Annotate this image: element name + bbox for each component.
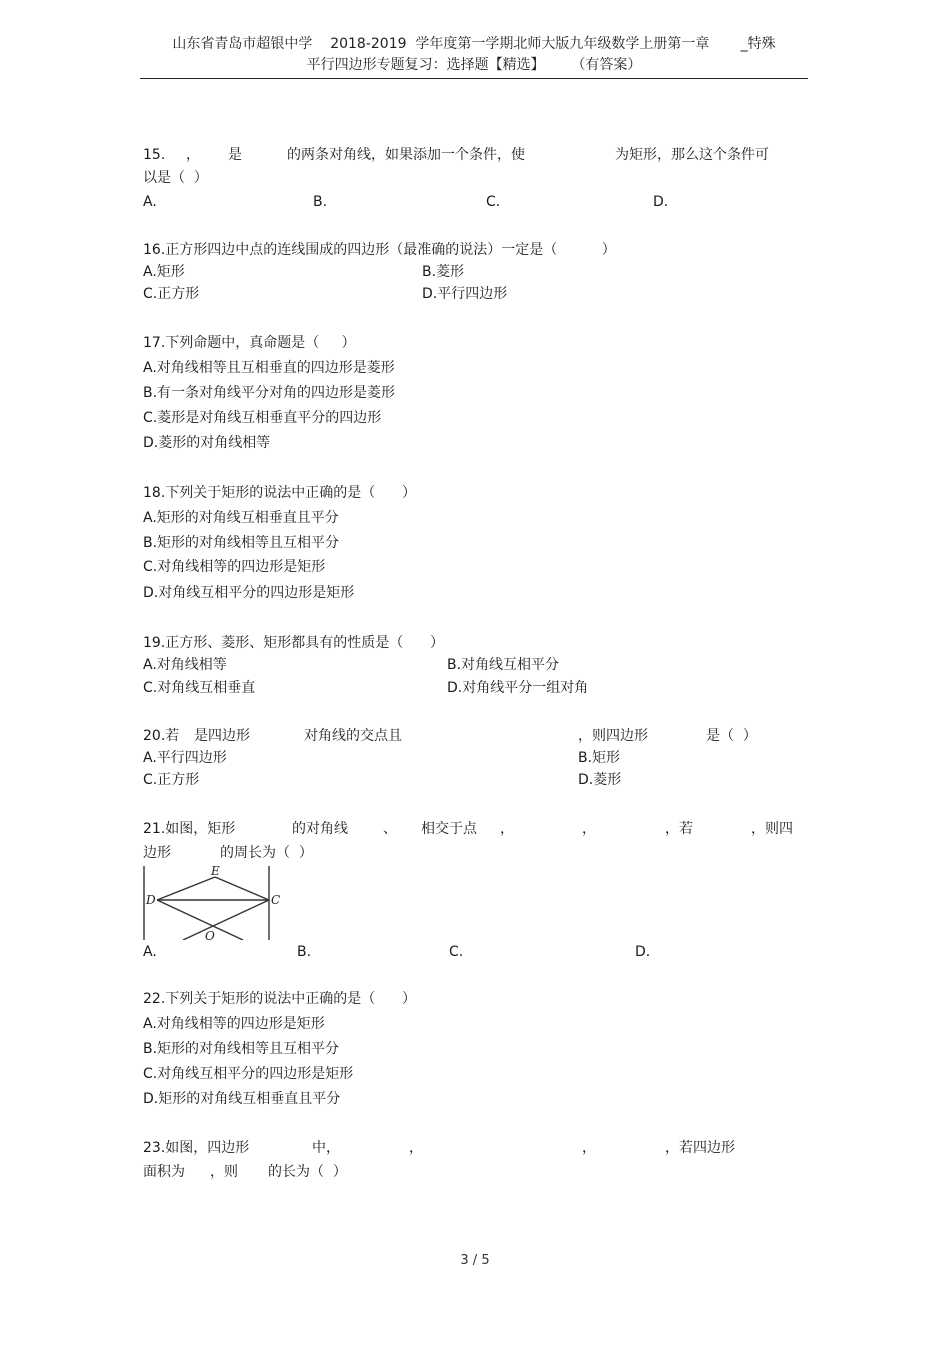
q17-option-c: C.菱形是对角线互相垂直平分的四边形	[143, 410, 382, 426]
q18-option-b: B.矩形的对角线相等且互相平分	[143, 535, 340, 551]
q20-option-d: D.菱形	[578, 772, 622, 788]
q20-option-c: C.正方形	[143, 772, 200, 788]
q16-option-d: D.平行四边形	[422, 286, 508, 302]
q23-fragment: 中，	[312, 1140, 340, 1156]
figure-label-d: D	[146, 893, 156, 907]
q22-option-d: D.矩形的对角线互相垂直且平分	[143, 1091, 341, 1107]
q21-rectangle-figure	[143, 866, 283, 940]
q21-fragment: 、	[383, 821, 397, 837]
q18-option-a: A.矩形的对角线互相垂直且平分	[143, 510, 339, 526]
q18-option-c: C.对角线相等的四边形是矩形	[143, 559, 326, 575]
q23-fragment: 的长为（ ）	[268, 1164, 347, 1180]
q21-option-d: D.	[635, 944, 651, 960]
q16-option-c: C.正方形	[143, 286, 200, 302]
q17-option-a: A.对角线相等且互相垂直的四边形是菱形	[143, 360, 395, 376]
figure-label-c: C	[271, 893, 281, 907]
document-header-line2: 平行四边形专题复习：选择题【精选】 （有答案）	[306, 57, 642, 73]
q16-stem: 16.正方形四边中点的连线围成的四边形（最准确的说法）一定是（ ）	[143, 242, 616, 258]
q19-stem: 19.正方形、菱形、矩形都具有的性质是（ ）	[143, 635, 444, 651]
q22-option-b: B.矩形的对角线相等且互相平分	[143, 1041, 340, 1057]
q23-fragment: ，若四边形	[665, 1140, 735, 1156]
q19-option-a: A.对角线相等	[143, 657, 227, 673]
q23-fragment: ，则	[210, 1164, 238, 1180]
q16-option-a: A.矩形	[143, 264, 185, 280]
q21-option-b: B.	[297, 944, 312, 960]
q20-fragment: 是（ ）	[706, 728, 757, 744]
q15-option-b: B.	[313, 194, 328, 210]
q21-fragment: 相交于点	[421, 821, 477, 837]
q22-stem: 22.下列关于矩形的说法中正确的是（ ）	[143, 991, 416, 1007]
q15-fragment: 为矩形，那么这个条件可	[615, 147, 769, 163]
q15-fragment: 是	[228, 147, 242, 163]
q17-option-d: D.菱形的对角线相等	[143, 435, 271, 451]
q21-fragment: ，则四	[751, 821, 793, 837]
q19-option-d: D.对角线平分一组对角	[447, 680, 589, 696]
page-number: 3 / 5	[460, 1253, 490, 1268]
q15-option-a: A.	[143, 194, 157, 210]
q20-fragment: 对角线的交点且	[304, 728, 402, 744]
q19-option-b: B.对角线互相平分	[447, 657, 560, 673]
figure-diagonal	[183, 900, 269, 940]
q21-option-c: C.	[449, 944, 464, 960]
figure-label-e: E	[211, 866, 220, 878]
q15-stem-line2: 以是（ ）	[143, 170, 208, 186]
q21-fragment: 边形	[143, 845, 171, 861]
q21-fragment: 的对角线	[292, 821, 348, 837]
q21-fragment: ，	[500, 821, 514, 837]
q22-option-c: C.对角线互相平分的四边形是矩形	[143, 1066, 354, 1082]
q23-fragment: ，	[409, 1140, 423, 1156]
document-header-line1: 山东省青岛市超银中学 2018-2019 学年度第一学期北师大版九年级数学上册第一章 _特殊	[172, 36, 776, 52]
q15-fragment: 的两条对角线，如果添加一个条件，使	[287, 147, 525, 163]
q18-stem: 18.下列关于矩形的说法中正确的是（ ）	[143, 485, 416, 501]
q19-option-c: C.对角线互相垂直	[143, 680, 256, 696]
q15-option-d: D.	[653, 194, 669, 210]
q23-fragment: 23.如图，四边形	[143, 1140, 250, 1156]
q20-fragment: 20.若	[143, 728, 180, 744]
q15-option-c: C.	[486, 194, 501, 210]
q22-option-a: A.对角线相等的四边形是矩形	[143, 1016, 325, 1032]
q15-fragment: ，	[186, 147, 200, 163]
q17-option-b: B.有一条对角线平分对角的四边形是菱形	[143, 385, 396, 401]
q21-fragment: 21.如图，矩形	[143, 821, 236, 837]
figure-diagonal	[157, 900, 243, 940]
q15-number: 15.	[143, 147, 166, 163]
q21-option-a: A.	[143, 944, 157, 960]
q21-fragment: ，	[582, 821, 596, 837]
q20-option-b: B.矩形	[578, 750, 621, 766]
q23-fragment: ，	[582, 1140, 596, 1156]
q20-fragment: 是四边形	[194, 728, 250, 744]
q20-fragment: ，则四边形	[578, 728, 648, 744]
q21-fragment: 的周长为（ ）	[220, 845, 313, 861]
q18-option-d: D.对角线互相平分的四边形是矩形	[143, 585, 355, 601]
q23-fragment: 面积为	[143, 1164, 185, 1180]
figure-edge	[157, 877, 215, 900]
figure-label-o: O	[205, 929, 215, 940]
header-divider	[140, 78, 808, 79]
q21-fragment: ，若	[665, 821, 693, 837]
figure-edge	[215, 877, 269, 900]
q17-stem: 17.下列命题中，真命题是（ ）	[143, 335, 356, 351]
q20-option-a: A.平行四边形	[143, 750, 227, 766]
q16-option-b: B.菱形	[422, 264, 465, 280]
